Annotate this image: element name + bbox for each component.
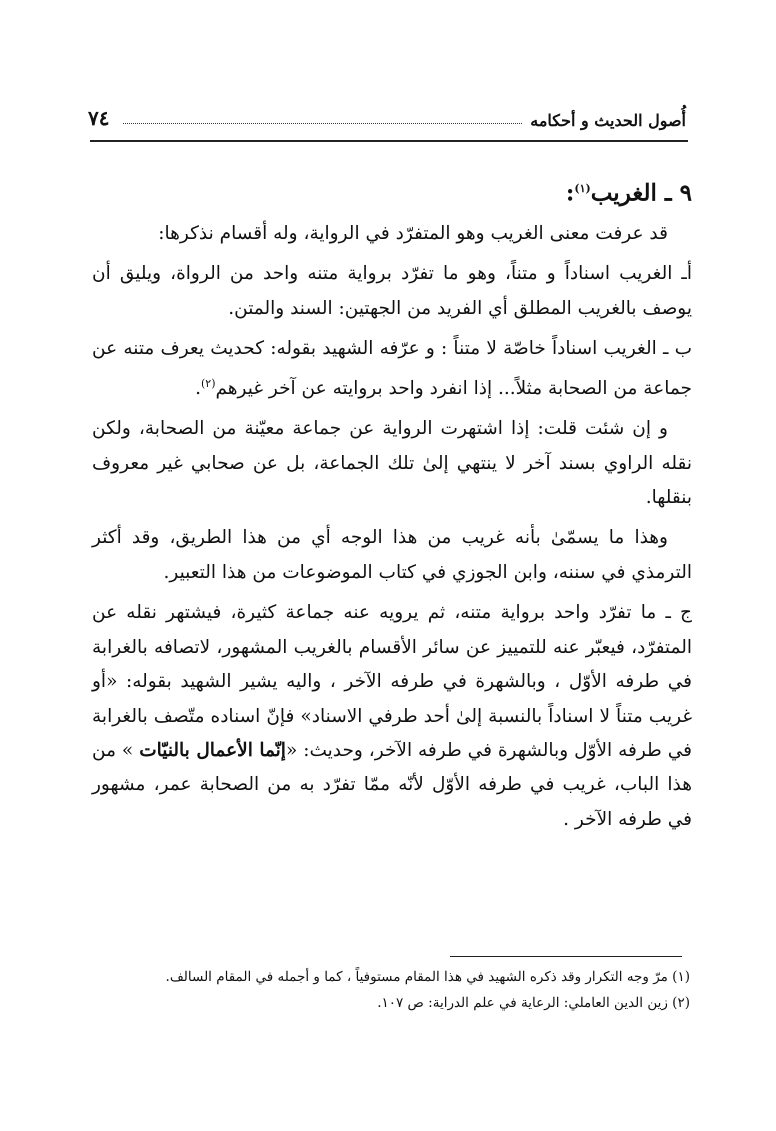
paragraph-b: [92, 332, 692, 406]
heading-footnote-ref: (١): [574, 182, 591, 195]
header-dotted-leader: [123, 123, 522, 124]
hadith-quote: إنّما الأعمال بالنيّات: [139, 739, 286, 761]
paragraph-e-text-end: » من هذا الباب، غريب في طرفه الأوّل لأنّه ممّا تفرّد به من الصحابة عمر، مشهور في طرفه الآخر .: [92, 739, 692, 830]
heading-colon: :: [565, 179, 575, 207]
section-heading-text: ٩ ـ الغريب: [590, 179, 692, 207]
paragraph-b-footnote-ref: (٢): [200, 376, 216, 390]
page-number: ٧٤: [88, 106, 110, 130]
section-heading: [92, 172, 692, 211]
page-header: [88, 100, 686, 130]
paragraph-d: وهذا ما يسمّىٰ بأنه غريب من هذا الوجه أي من هذا الطريق، وقد أكثر الترمذي في سننه، وابن الجوزي في كتاب الموضوعات من هذا التعبير.: [92, 527, 692, 583]
paragraph-e-text: ج ـ ما تفرّد واحد برواية متنه، ثم يرويه عنه جماعة كثيرة، فيشتهر نقله عن المتفرّد، فيعبّر عنه للتمييز عن سائر الأقسام بالغريب المشهور، لاتصافه بالغرابة في طرفه الأوّل ، وبالشهرة في طرفه الآخر ، واليه يشير الشهيد بقوله: «أو غريب متناً لا اسناداً بالنسبة إلىٰ أحد طرفي الاسناد» فإنّ اسناده متّصف بالغرابة في طرفه الأوّل وبالشهرة في طرفه الآخر، وحديث: «: [92, 602, 692, 761]
paragraph-b-text: ب ـ الغريب اسناداً خاصّة لا متناً : و عرّفه الشهيد بقوله: كحديث يعرف متنه عن جماعة من الصحابة مثلاً... إذا انفرد واحد بروايته عن آخر غيرهم: [92, 338, 692, 399]
footnote-rule: [450, 956, 682, 957]
running-title: أُصول الحديث و أحكامه: [530, 111, 686, 130]
paragraph-a: أـ الغريب اسناداً و متناً، وهو ما تفرّد برواية متنه واحد من الرواة، ويليق أن يوصف بالغريب المطلق أي الفريد من الجهتين: السند والمتن.: [92, 263, 692, 319]
paragraph-intro: قد عرفت معنى الغريب وهو المتفرّد في الرواية، وله أقسام نذكرها:: [158, 223, 668, 245]
main-text: [92, 172, 692, 843]
footnote-2: (٢) زين الدين العاملي: الرعاية في علم الدراية: ص ١٠٧.: [377, 995, 690, 1011]
header-rule: [90, 140, 688, 142]
paragraph-c: و إن شئت قلت: إذا اشتهرت الرواية عن جماعة معيّنة من الصحابة، ولكن نقله الراوي بسند آخر لا ينتهي إلىٰ تلك الجماعة، بل عن صحابي غير معروف بنقلها.: [92, 418, 692, 509]
footnotes: [92, 964, 690, 1016]
paragraph-e: [92, 596, 692, 837]
paragraph-b-end: .: [195, 377, 201, 399]
footnote-1: (١) مرّ وجه التكرار وقد ذكره الشهيد في هذا المقام مستوفياً ، كما و أجمله في المقام السالف.: [165, 969, 690, 985]
